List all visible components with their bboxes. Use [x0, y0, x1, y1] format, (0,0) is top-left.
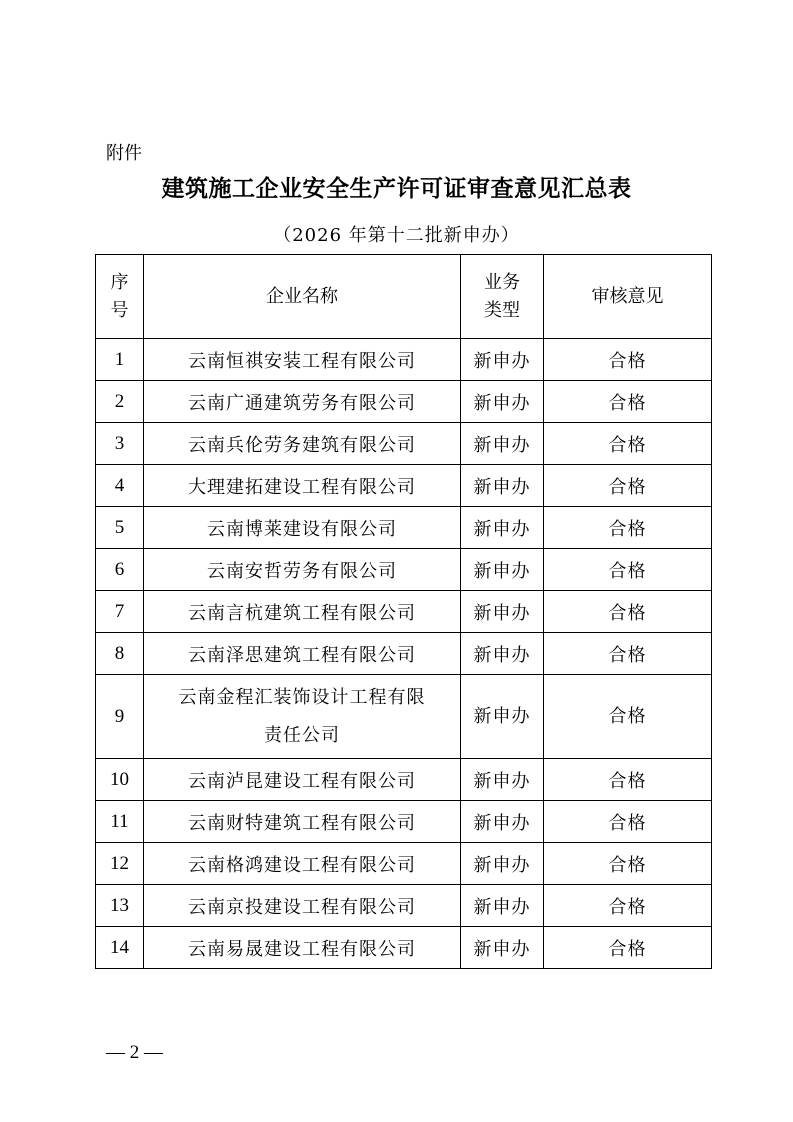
company-name: 云南财特建筑工程有限公司 [144, 801, 461, 843]
business-type: 新申办 [461, 549, 544, 591]
review-opinion: 合格 [544, 801, 712, 843]
table-row [96, 759, 712, 801]
business-type: 新申办 [461, 759, 544, 801]
header-biz-line1: 业务 [484, 271, 520, 293]
business-type: 新申办 [461, 591, 544, 633]
table-row [96, 549, 712, 591]
row-number: 3 [96, 423, 144, 465]
table-row [96, 507, 712, 549]
company-name: 云南兵伦劳务建筑有限公司 [144, 423, 461, 465]
row-number: 10 [96, 759, 144, 801]
row-number: 5 [96, 507, 144, 549]
review-opinion: 合格 [544, 675, 712, 759]
header-seq-line2: 号 [110, 299, 129, 321]
company-name: 云南言杭建筑工程有限公司 [144, 591, 461, 633]
review-opinion: 合格 [544, 633, 712, 675]
business-type: 新申办 [461, 927, 544, 969]
company-name: 云南京投建设工程有限公司 [144, 885, 461, 927]
header-biz-line2: 类型 [484, 299, 520, 321]
table-row [96, 885, 712, 927]
company-name: 云南广通建筑劳务有限公司 [144, 381, 461, 423]
document-subtitle: （2026 年第十二批新申办） [273, 225, 520, 246]
table-row [96, 591, 712, 633]
review-opinion: 合格 [544, 843, 712, 885]
company-name: 大理建拓建设工程有限公司 [144, 465, 461, 507]
business-type: 新申办 [461, 801, 544, 843]
row-number: 7 [96, 591, 144, 633]
business-type: 新申办 [461, 339, 544, 381]
business-type: 新申办 [461, 381, 544, 423]
table-row [96, 927, 712, 969]
attachment-label: 附件 [106, 143, 142, 164]
business-type: 新申办 [461, 507, 544, 549]
review-opinion: 合格 [544, 381, 712, 423]
business-type: 新申办 [461, 465, 544, 507]
row-number: 14 [96, 927, 144, 969]
row-number: 4 [96, 465, 144, 507]
review-opinion: 合格 [544, 885, 712, 927]
company-name: 云南泽思建筑工程有限公司 [144, 633, 461, 675]
table-header-row [96, 255, 712, 339]
row-number: 12 [96, 843, 144, 885]
row-number: 2 [96, 381, 144, 423]
table-row [96, 339, 712, 381]
row-number: 9 [96, 675, 144, 759]
company-name: 云南格鸿建设工程有限公司 [144, 843, 461, 885]
review-opinion: 合格 [544, 339, 712, 381]
business-type: 新申办 [461, 885, 544, 927]
business-type: 新申办 [461, 843, 544, 885]
table-row [96, 675, 712, 759]
company-name-line1: 云南金程汇装饰设计工程有限 [178, 686, 426, 708]
table-row [96, 843, 712, 885]
company-name: 云南泸昆建设工程有限公司 [144, 759, 461, 801]
company-name: 云南恒祺安装工程有限公司 [144, 339, 461, 381]
header-company: 企业名称 [144, 255, 461, 339]
row-number: 1 [96, 339, 144, 381]
review-opinion: 合格 [544, 423, 712, 465]
row-number: 6 [96, 549, 144, 591]
page-number: — 2 — [106, 1042, 163, 1063]
row-number: 8 [96, 633, 144, 675]
company-name: 云南易晟建设工程有限公司 [144, 927, 461, 969]
review-summary-table [95, 254, 712, 969]
header-seq-line1: 序 [110, 271, 129, 293]
table-row [96, 381, 712, 423]
row-number: 11 [96, 801, 144, 843]
company-name: 云南博莱建设有限公司 [144, 507, 461, 549]
review-opinion: 合格 [544, 549, 712, 591]
review-opinion: 合格 [544, 591, 712, 633]
business-type: 新申办 [461, 633, 544, 675]
review-opinion: 合格 [544, 507, 712, 549]
business-type: 新申办 [461, 423, 544, 465]
table-row [96, 465, 712, 507]
company-name [144, 675, 461, 759]
header-seq [96, 255, 144, 339]
company-name-line2: 责任公司 [264, 724, 340, 746]
business-type: 新申办 [461, 675, 544, 759]
review-opinion: 合格 [544, 465, 712, 507]
table-row [96, 423, 712, 465]
company-name: 云南安哲劳务有限公司 [144, 549, 461, 591]
review-opinion: 合格 [544, 927, 712, 969]
review-opinion: 合格 [544, 759, 712, 801]
table-row [96, 633, 712, 675]
document-title: 建筑施工企业安全生产许可证审查意见汇总表 [161, 176, 632, 202]
header-business-type [461, 255, 544, 339]
header-opinion: 审核意见 [544, 255, 712, 339]
row-number: 13 [96, 885, 144, 927]
table-row [96, 801, 712, 843]
